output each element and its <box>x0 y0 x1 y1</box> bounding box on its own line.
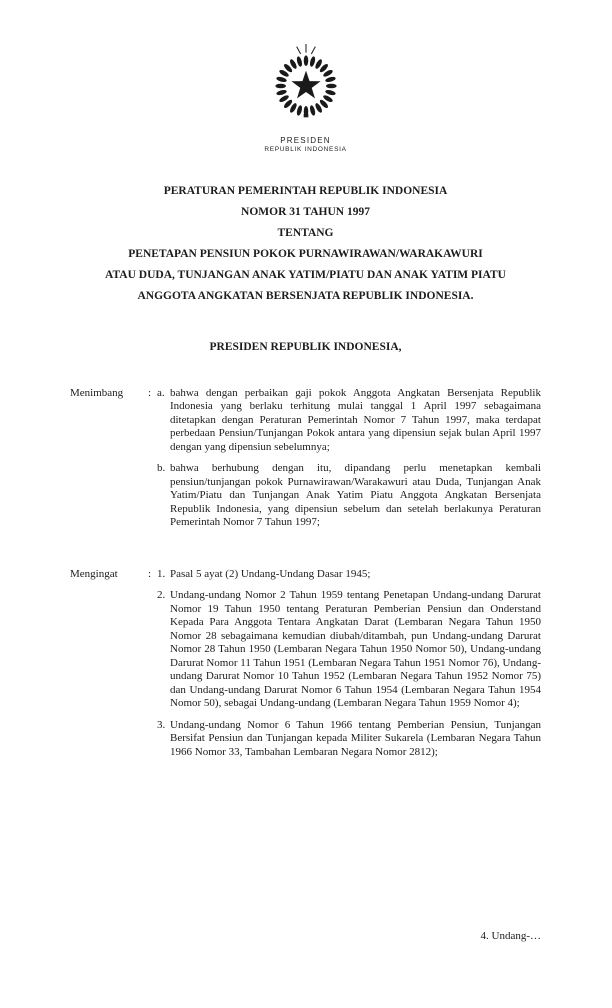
item-marker: b. <box>157 462 166 474</box>
title-line-subject-1: PENETAPAN PENSIUN POKOK PURNAWIRAWAN/WARAKAWURI <box>128 247 483 260</box>
title-line-subject-3: ANGGOTA ANGKATAN BERSENJATA REPUBLIK INDONESIA. <box>137 289 474 302</box>
item-marker: 3. <box>157 718 166 731</box>
mengingat-items <box>157 568 541 760</box>
document-title <box>70 181 541 307</box>
item-text: bahwa berhubung dengan itu, dipandang perlu menetapkan kembali pensiun/tunjangan pokok Purnawirawan/Warakawuri atau Duda, Tunjangan Anak Yatim/Piatu dan Tunjangan Anak Yatim Piatu Anggota Angkatan Bersenjata Republik Indonesia, yang dipensiun sebelum dan setelah berlakunya Peraturan Pemerintah Nomor 7 Tahun 1997; <box>170 462 541 528</box>
letterhead-presiden: PRESIDEN <box>280 136 331 145</box>
section-label-menimbang: Menimbang <box>70 386 124 399</box>
salutation: PRESIDEN REPUBLIK INDONESIA, <box>209 340 402 353</box>
legal-basis-item-2 <box>157 589 541 711</box>
presidential-star-wreath-emblem-icon <box>266 38 346 130</box>
item-text: Undang-undang Nomor 6 Tahun 1966 tentang Pemberian Pensiun, Tunjangan Bersifat Pensiun dan Tunjangan kepada Militer Sukarela (Lembaran Negara Tahun 1966 Nomor 33, Tambahan Lembaran Negara Nomor 2812); <box>170 718 541 758</box>
page-catchword: 4. Undang-… <box>480 930 541 942</box>
item-marker: 2. <box>157 589 166 601</box>
consideration-item-a <box>157 387 541 455</box>
title-line-nomor: NOMOR 31 TAHUN 1997 <box>241 205 370 218</box>
item-text: Undang-undang Nomor 2 Tahun 1959 tentang Penetapan Undang-undang Darurat Nomor 19 Tahun 1950 tentang Peraturan Pemberian Pensiun dan Onderstand Kepada Para Anggota Tentara Angkatan Darat (Lembaran Negara Tahun 1950 Nomor 28 sebagaimana kemudian diubah/ditambah, pun Undang-undang Darurat Nomor 28 Tahun 1950 (Lembaran Negara Tahun 1950 Nomor 50), Undang-undang Darurat Nomor 11 Tahun 1951 (Lembaran Negara Tahun 1951 Nomor 76), Undang-undang Darurat Nomor 10 Tahun 1952 (Lembaran Negara Tahun 1952 Nomor 75) dan Undang-undang Darurat Nomor 6 Tahun 1954 (Lembaran Negara Tahun 1954 Nomor 50), sebagai Undang-undang (Lembaran Negara Tahun 1959 Nomor 4); <box>170 589 541 709</box>
title-line-peraturan: PERATURAN PEMERINTAH REPUBLIK INDONESIA <box>163 184 448 197</box>
section-menimbang <box>70 387 541 530</box>
title-line-subject-2: ATAU DUDA, TUNJANGAN ANAK YATIM/PIATU DAN ANAK YATIM PIATU <box>105 268 506 281</box>
legal-basis-item-3 <box>157 719 541 760</box>
section-label-mengingat: Mengingat <box>70 567 118 580</box>
section-mengingat <box>70 568 541 760</box>
section-colon: : <box>148 386 152 399</box>
consideration-item-b <box>157 462 541 530</box>
section-colon: : <box>148 567 152 580</box>
title-line-tentang: TENTANG <box>277 226 334 239</box>
item-marker: 1. <box>157 567 166 580</box>
item-text: bahwa dengan perbaikan gaji pokok Anggota Angkatan Bersenjata Republik Indonesia yang berlaku terhitung mulai tanggal 1 April 1997 sebagaimana ditetapkan dengan Peraturan Pemerintah Nomor 7 Tahun 1997, maka terdapat perbedaan Pensiun/Tunjangan Pokok antara yang dipensiun sejak bulan April 1997 dengan yang dipensiun sebelumnya; <box>170 386 541 453</box>
legal-basis-item-1 <box>157 568 541 582</box>
letterhead-republik-indonesia: REPUBLIK INDONESIA <box>264 146 347 153</box>
letterhead <box>70 38 541 154</box>
item-marker: a. <box>157 386 165 399</box>
item-text: Pasal 5 ayat (2) Undang-Undang Dasar 1945; <box>170 567 371 580</box>
menimbang-items <box>157 387 541 530</box>
